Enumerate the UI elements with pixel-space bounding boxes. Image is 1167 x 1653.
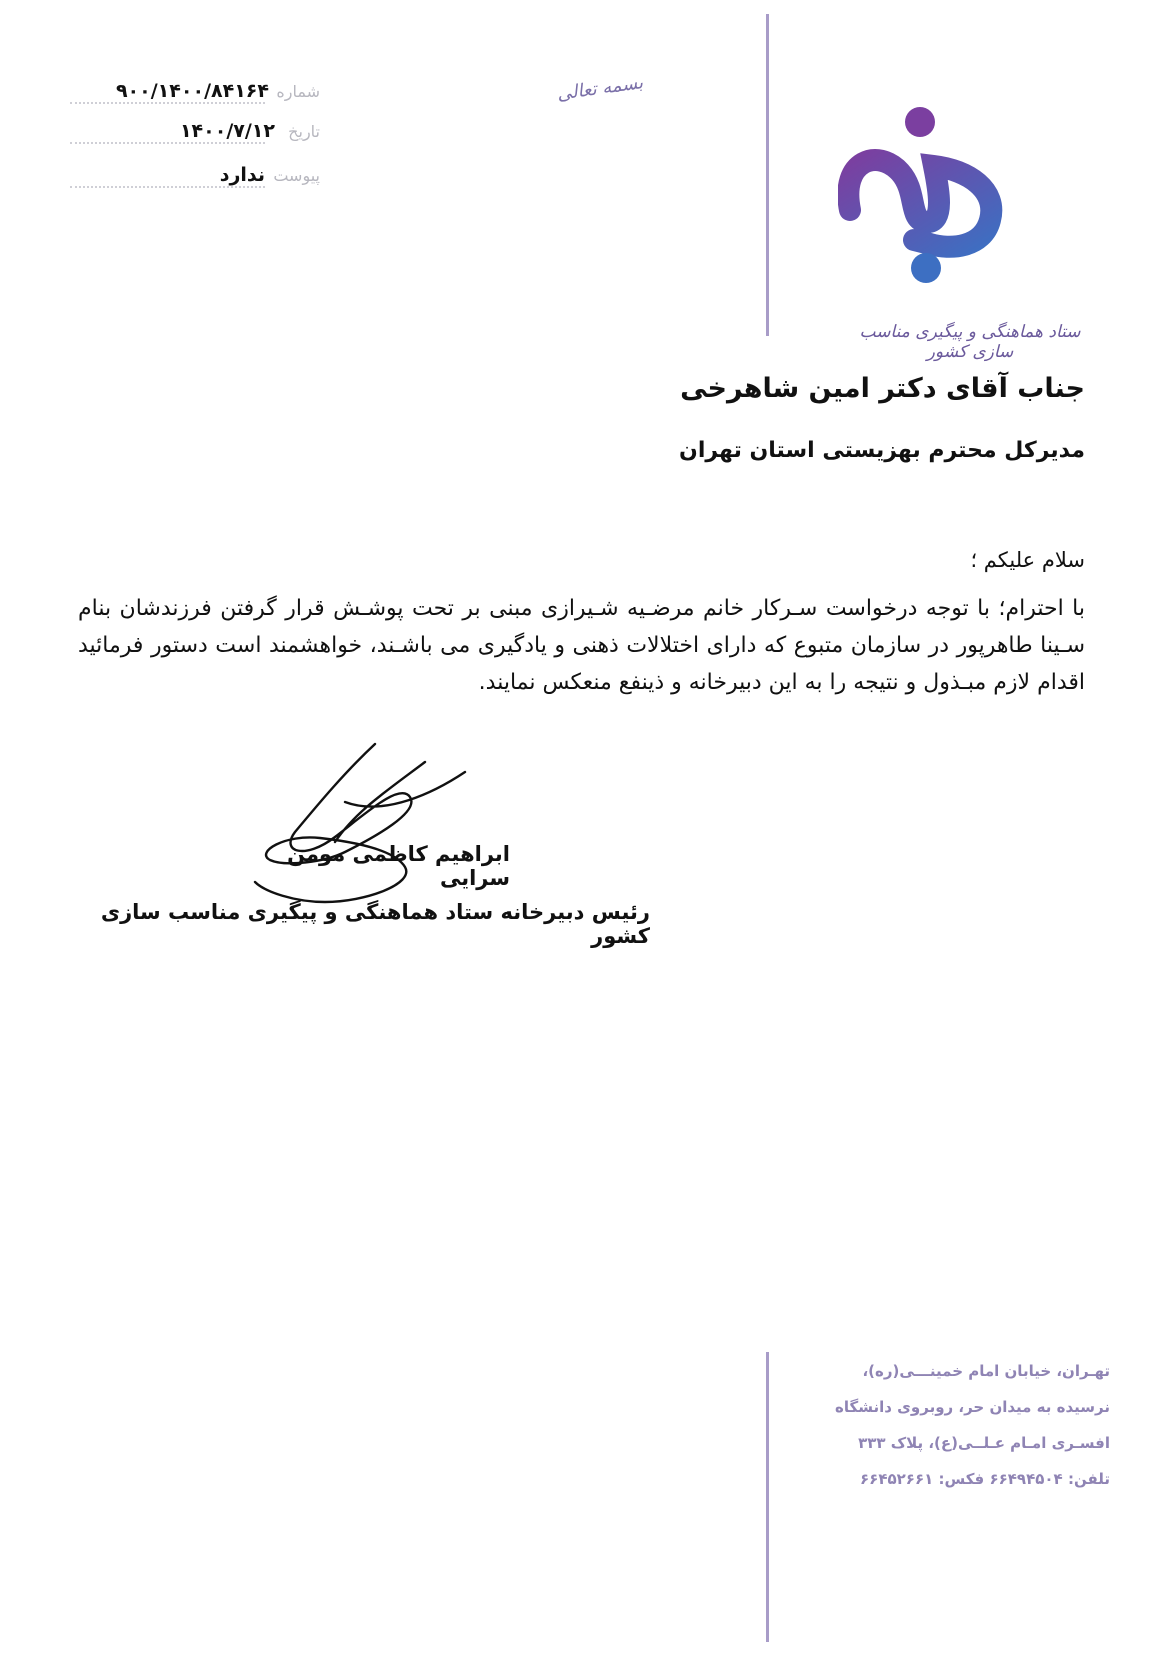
number-row bbox=[70, 80, 320, 110]
footer-contact-line: تلفن: ۶۶۴۹۴۵۰۴ فکس: ۶۶۴۵۲۶۶۱ bbox=[860, 1470, 1110, 1488]
date-row bbox=[70, 120, 320, 150]
recipient-title: مدیرکل محترم بهزیستی استان تهران bbox=[679, 438, 1085, 463]
brand-caption: ستاد هماهنگی و پیگیری مناسب سازی کشور bbox=[859, 322, 1081, 362]
date-value: ۱۴۰۰/۷/۱۲ bbox=[177, 120, 278, 142]
header-divider-line bbox=[766, 14, 769, 336]
organization-logo bbox=[838, 100, 1008, 285]
signer-name: ابراهیم کاظمی مومن سرایی bbox=[287, 842, 510, 890]
number-label: شماره bbox=[276, 82, 320, 101]
number-value: ۹۰۰/۱۴۰۰/۸۴۱۶۴ bbox=[113, 80, 272, 102]
date-dots bbox=[70, 142, 265, 144]
footer-address-line-2: نرسیده به میدان حر، روبروی دانشگاه bbox=[835, 1398, 1110, 1416]
attachment-dots bbox=[70, 186, 265, 188]
attachment-value: ندارد bbox=[217, 164, 268, 186]
greeting: سلام علیکم ؛ bbox=[970, 548, 1085, 572]
footer-divider-line bbox=[766, 1352, 769, 1642]
footer-address-line-3: افسـری امـام عـلــی(ع)، پلاک ۳۳۳ bbox=[858, 1434, 1110, 1452]
letter-body: با احترام؛ با توجه درخواست سـرکار خانم مرضـیه شـیرازی مبنی بر تحت پوشـش قرار گرفتن فرزندشان بنام سـینا طاهرپور در سازمان متبوع که دارای اختلالات ذهنی و یادگیری می باشـند، خواهشمند است دستور فرمائید اقدام لازم مبـذول و نتیجه را به این دبیرخانه و ذینفع منعکس نمایند. bbox=[78, 596, 1085, 695]
date-label: تاریخ bbox=[288, 122, 320, 141]
recipient-name: جناب آقای دکتر امین شاهرخی bbox=[680, 373, 1085, 404]
invocation-text: بسمه تعالی bbox=[555, 72, 645, 105]
attachment-label: پیوست bbox=[273, 166, 320, 185]
signer-title: رئیس دبیرخانه ستاد هماهنگی و پیگیری مناسب سازی کشور bbox=[100, 900, 650, 948]
footer-address-line-1: تهـران، خیابان امام خمینـــی(ره)، bbox=[862, 1362, 1110, 1380]
attachment-row bbox=[70, 164, 320, 194]
number-dots bbox=[70, 102, 265, 104]
